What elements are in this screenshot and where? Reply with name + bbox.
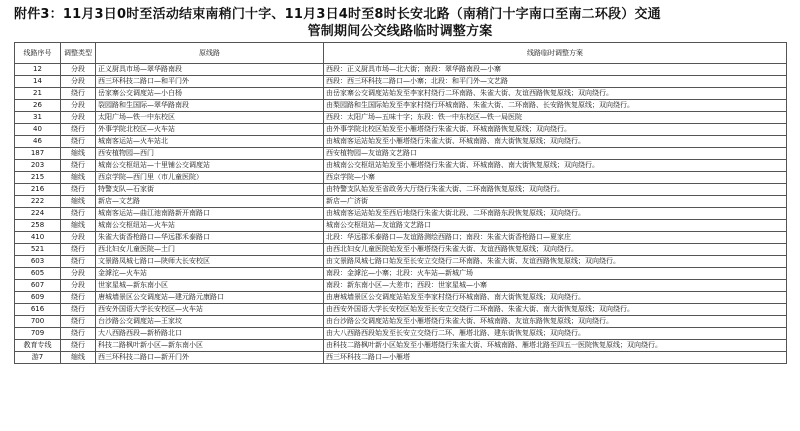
cell-adjust-type: 分段 bbox=[61, 232, 96, 244]
cell-temp-plan: 西京学院—小寨 bbox=[324, 172, 787, 184]
table-row bbox=[15, 172, 787, 184]
table-row bbox=[15, 352, 787, 364]
cell-original-route: 城南客运站—火车站北 bbox=[96, 136, 324, 148]
header-original-route: 原线路 bbox=[96, 43, 324, 64]
cell-temp-plan: 由大八西路西段始发至长安立交绕行二环、雁塔北路、建东街恢复原线；双向绕行。 bbox=[324, 328, 787, 340]
cell-original-route: 世家星城—新东南小区 bbox=[96, 280, 324, 292]
cell-route-no: 26 bbox=[15, 100, 61, 112]
cell-route-no: 709 bbox=[15, 328, 61, 340]
cell-route-no: 605 bbox=[15, 268, 61, 280]
table-row bbox=[15, 280, 787, 292]
header-temp-plan: 线路临时调整方案 bbox=[324, 43, 787, 64]
cell-original-route: 城南公交枢纽站—火车站 bbox=[96, 220, 324, 232]
document-title bbox=[14, 6, 786, 40]
cell-temp-plan: 由城南客运站始发至小雁塔绕行朱雀大街、环城南路、南大街恢复原线；双向绕行。 bbox=[324, 136, 787, 148]
cell-temp-plan: 由梨园路和生国际始发至李家村绕行环城南路、朱雀大街、二环南路、长安路恢复原线；双向绕行。 bbox=[324, 100, 787, 112]
cell-route-no: 222 bbox=[15, 196, 61, 208]
table-row bbox=[15, 148, 787, 160]
cell-adjust-type: 缩线 bbox=[61, 220, 96, 232]
table-row bbox=[15, 64, 787, 76]
cell-adjust-type: 绕行 bbox=[61, 328, 96, 340]
cell-route-no: 40 bbox=[15, 124, 61, 136]
cell-route-no: 12 bbox=[15, 64, 61, 76]
cell-adjust-type: 绕行 bbox=[61, 292, 96, 304]
cell-original-route: 金滹沱—火车站 bbox=[96, 268, 324, 280]
table-row bbox=[15, 232, 787, 244]
table-row bbox=[15, 124, 787, 136]
cell-adjust-type: 缩线 bbox=[61, 172, 96, 184]
cell-route-no: 教育专线 bbox=[15, 340, 61, 352]
table-row bbox=[15, 244, 787, 256]
cell-temp-plan: 西三环科技二路口—小雁塔 bbox=[324, 352, 787, 364]
cell-route-no: 603 bbox=[15, 256, 61, 268]
cell-temp-plan: 由西北妇女儿童医院始发至小雁塔绕行朱雀大街、友谊西路恢复原线；双向绕行。 bbox=[324, 244, 787, 256]
cell-adjust-type: 缩线 bbox=[61, 352, 96, 364]
cell-temp-plan: 由外事学院北校区始发至小雁塔绕行朱雀大街、环城南路恢复原线；双向绕行。 bbox=[324, 124, 787, 136]
cell-route-no: 616 bbox=[15, 304, 61, 316]
cell-route-no: 203 bbox=[15, 160, 61, 172]
cell-route-no: 21 bbox=[15, 88, 61, 100]
cell-temp-plan: 西段：正义厨具市场—北大街；南段：翠华路南段—小寨 bbox=[324, 64, 787, 76]
cell-adjust-type: 绕行 bbox=[61, 316, 96, 328]
cell-original-route: 唐城墙景区公交调度站—建元路元康路口 bbox=[96, 292, 324, 304]
cell-temp-plan: 由岳家寨公交调度站始发至李家村绕行二环南路、朱雀大街、友谊西路恢复原线；双向绕行。 bbox=[324, 88, 787, 100]
cell-route-no: 609 bbox=[15, 292, 61, 304]
cell-original-route: 西三环科技二路口—新开门外 bbox=[96, 352, 324, 364]
title-line-2: 管制期间公交线路临时调整方案 bbox=[307, 24, 493, 39]
cell-original-route: 台沙路公交调度站—王家坟 bbox=[96, 316, 324, 328]
cell-original-route: 西京学院—西门里（市儿童医院） bbox=[96, 172, 324, 184]
table-row bbox=[15, 220, 787, 232]
cell-adjust-type: 绕行 bbox=[61, 340, 96, 352]
cell-temp-plan: 南段：新东南小区—大差市；西段：世家星城—小寨 bbox=[324, 280, 787, 292]
cell-temp-plan: 由城南公交枢纽站始发至小雁塔绕行朱雀大街、环城南路、南大街恢复原线；双向绕行。 bbox=[324, 160, 787, 172]
cell-original-route: 西安植物园—西门 bbox=[96, 148, 324, 160]
cell-route-no: 700 bbox=[15, 316, 61, 328]
cell-temp-plan: 西段：西三环科技二路口—小寨；北段：和平门外—文艺路 bbox=[324, 76, 787, 88]
cell-original-route: 特警支队—石家街 bbox=[96, 184, 324, 196]
cell-route-no: 14 bbox=[15, 76, 61, 88]
cell-original-route: 西北妇女儿童医院—土门 bbox=[96, 244, 324, 256]
cell-original-route: 城南公交枢纽站—十里铺公交调度站 bbox=[96, 160, 324, 172]
cell-original-route: 正义厨具市场—翠华路南段 bbox=[96, 64, 324, 76]
cell-route-no: 215 bbox=[15, 172, 61, 184]
table-row bbox=[15, 208, 787, 220]
cell-adjust-type: 绕行 bbox=[61, 256, 96, 268]
cell-adjust-type: 绕行 bbox=[61, 304, 96, 316]
cell-adjust-type: 分段 bbox=[61, 268, 96, 280]
cell-original-route: 科技二路枫叶新小区—新东南小区 bbox=[96, 340, 324, 352]
cell-route-no: 游7 bbox=[15, 352, 61, 364]
cell-original-route: 岳家寨公交调度站—小白杨 bbox=[96, 88, 324, 100]
table-row bbox=[15, 256, 787, 268]
cell-route-no: 521 bbox=[15, 244, 61, 256]
cell-original-route: 大八西路西段—新桥路北口 bbox=[96, 328, 324, 340]
table-row bbox=[15, 268, 787, 280]
cell-adjust-type: 绕行 bbox=[61, 208, 96, 220]
cell-adjust-type: 绕行 bbox=[61, 124, 96, 136]
cell-adjust-type: 绕行 bbox=[61, 136, 96, 148]
table-row bbox=[15, 136, 787, 148]
cell-original-route: 文景路凤城七路口—陕师大长安校区 bbox=[96, 256, 324, 268]
cell-adjust-type: 缩线 bbox=[61, 196, 96, 208]
cell-adjust-type: 绕行 bbox=[61, 160, 96, 172]
cell-route-no: 410 bbox=[15, 232, 61, 244]
cell-temp-plan: 西安植物园—友谊路文艺路口 bbox=[324, 148, 787, 160]
cell-adjust-type: 绕行 bbox=[61, 184, 96, 196]
table-row bbox=[15, 160, 787, 172]
cell-temp-plan: 北段：华远郡禾泰路口—友谊路测绘西路口；南段：朱雀大街香枪路口—夏家庄 bbox=[324, 232, 787, 244]
cell-temp-plan: 南段：金滹沱—小寨；北段：火车站—新城广场 bbox=[324, 268, 787, 280]
cell-adjust-type: 分段 bbox=[61, 64, 96, 76]
table-header-row bbox=[15, 43, 787, 64]
cell-temp-plan: 新店—广济街 bbox=[324, 196, 787, 208]
cell-route-no: 224 bbox=[15, 208, 61, 220]
cell-adjust-type: 分段 bbox=[61, 76, 96, 88]
table-row bbox=[15, 340, 787, 352]
table-body bbox=[15, 64, 787, 364]
table-row bbox=[15, 304, 787, 316]
table-row bbox=[15, 328, 787, 340]
cell-temp-plan: 由特警支队始发至省政务大厅绕行朱雀大街、二环南路恢复原线；双向绕行。 bbox=[324, 184, 787, 196]
cell-route-no: 31 bbox=[15, 112, 61, 124]
cell-temp-plan: 由科技二路枫叶新小区始发至小雁塔绕行朱雀大街、环城南路、雁塔北路至四五一医院恢复原线；双向绕行。 bbox=[324, 340, 787, 352]
table-row bbox=[15, 76, 787, 88]
cell-original-route: 外事学院北校区—火车站 bbox=[96, 124, 324, 136]
cell-original-route: 太阳广场—铁一中东校区 bbox=[96, 112, 324, 124]
cell-temp-plan: 由城南客运站始发至西后地绕行朱雀大街北段、二环南路东段恢复原线；双向绕行。 bbox=[324, 208, 787, 220]
table-row bbox=[15, 100, 787, 112]
header-route-no: 线路序号 bbox=[15, 43, 61, 64]
cell-route-no: 46 bbox=[15, 136, 61, 148]
cell-original-route: 新店—文艺路 bbox=[96, 196, 324, 208]
table-row bbox=[15, 292, 787, 304]
cell-temp-plan: 由台沙路公交调度站始发至小雁塔绕行朱雀大街、环城南路、友谊东路恢复原线；双向绕行。 bbox=[324, 316, 787, 328]
cell-adjust-type: 分段 bbox=[61, 112, 96, 124]
cell-temp-plan: 由西安外国语大学长安校区始发至长安立交绕行二环南路、朱雀大街、南大街恢复原线；双向绕行。 bbox=[324, 304, 787, 316]
cell-adjust-type: 分段 bbox=[61, 100, 96, 112]
cell-temp-plan: 由文景路凤城七路口始发至长安立交绕行二环南路、朱雀大街、友谊西路恢复原线；双向绕行。 bbox=[324, 256, 787, 268]
cell-adjust-type: 绕行 bbox=[61, 88, 96, 100]
table-row bbox=[15, 316, 787, 328]
cell-temp-plan: 西段：太阳广场—五味十字；东段：铁一中东校区—铁一局医院 bbox=[324, 112, 787, 124]
cell-adjust-type: 绕行 bbox=[61, 244, 96, 256]
title-line-1: 附件3：11月3日0时至活动结束南稍门十字、11月3日4时至8时长安北路（南稍门十字南口至南二环段）交通 bbox=[14, 7, 661, 22]
table-row bbox=[15, 88, 787, 100]
cell-original-route: 西安外国语大学长安校区—火车站 bbox=[96, 304, 324, 316]
cell-original-route: 裂园路和生国际—翠华路南段 bbox=[96, 100, 324, 112]
cell-route-no: 258 bbox=[15, 220, 61, 232]
table-row bbox=[15, 184, 787, 196]
cell-adjust-type: 缩线 bbox=[61, 148, 96, 160]
cell-temp-plan: 由唐城墙景区公交调度站始发至李家村绕行环城南路、南大街恢复原线；双向绕行。 bbox=[324, 292, 787, 304]
cell-route-no: 607 bbox=[15, 280, 61, 292]
cell-temp-plan: 城南公交枢纽站—友谊路文艺路口 bbox=[324, 220, 787, 232]
table-row bbox=[15, 196, 787, 208]
cell-original-route: 朱雀大街香枪路口—华远郡禾泰路口 bbox=[96, 232, 324, 244]
table-row bbox=[15, 112, 787, 124]
cell-original-route: 西三环科技二路口—和平门外 bbox=[96, 76, 324, 88]
cell-adjust-type: 分段 bbox=[61, 280, 96, 292]
route-adjustment-table bbox=[14, 42, 787, 364]
cell-original-route: 城南客运站—曲江池南路新开南路口 bbox=[96, 208, 324, 220]
cell-route-no: 216 bbox=[15, 184, 61, 196]
cell-route-no: 187 bbox=[15, 148, 61, 160]
header-adjust-type: 调整类型 bbox=[61, 43, 96, 64]
